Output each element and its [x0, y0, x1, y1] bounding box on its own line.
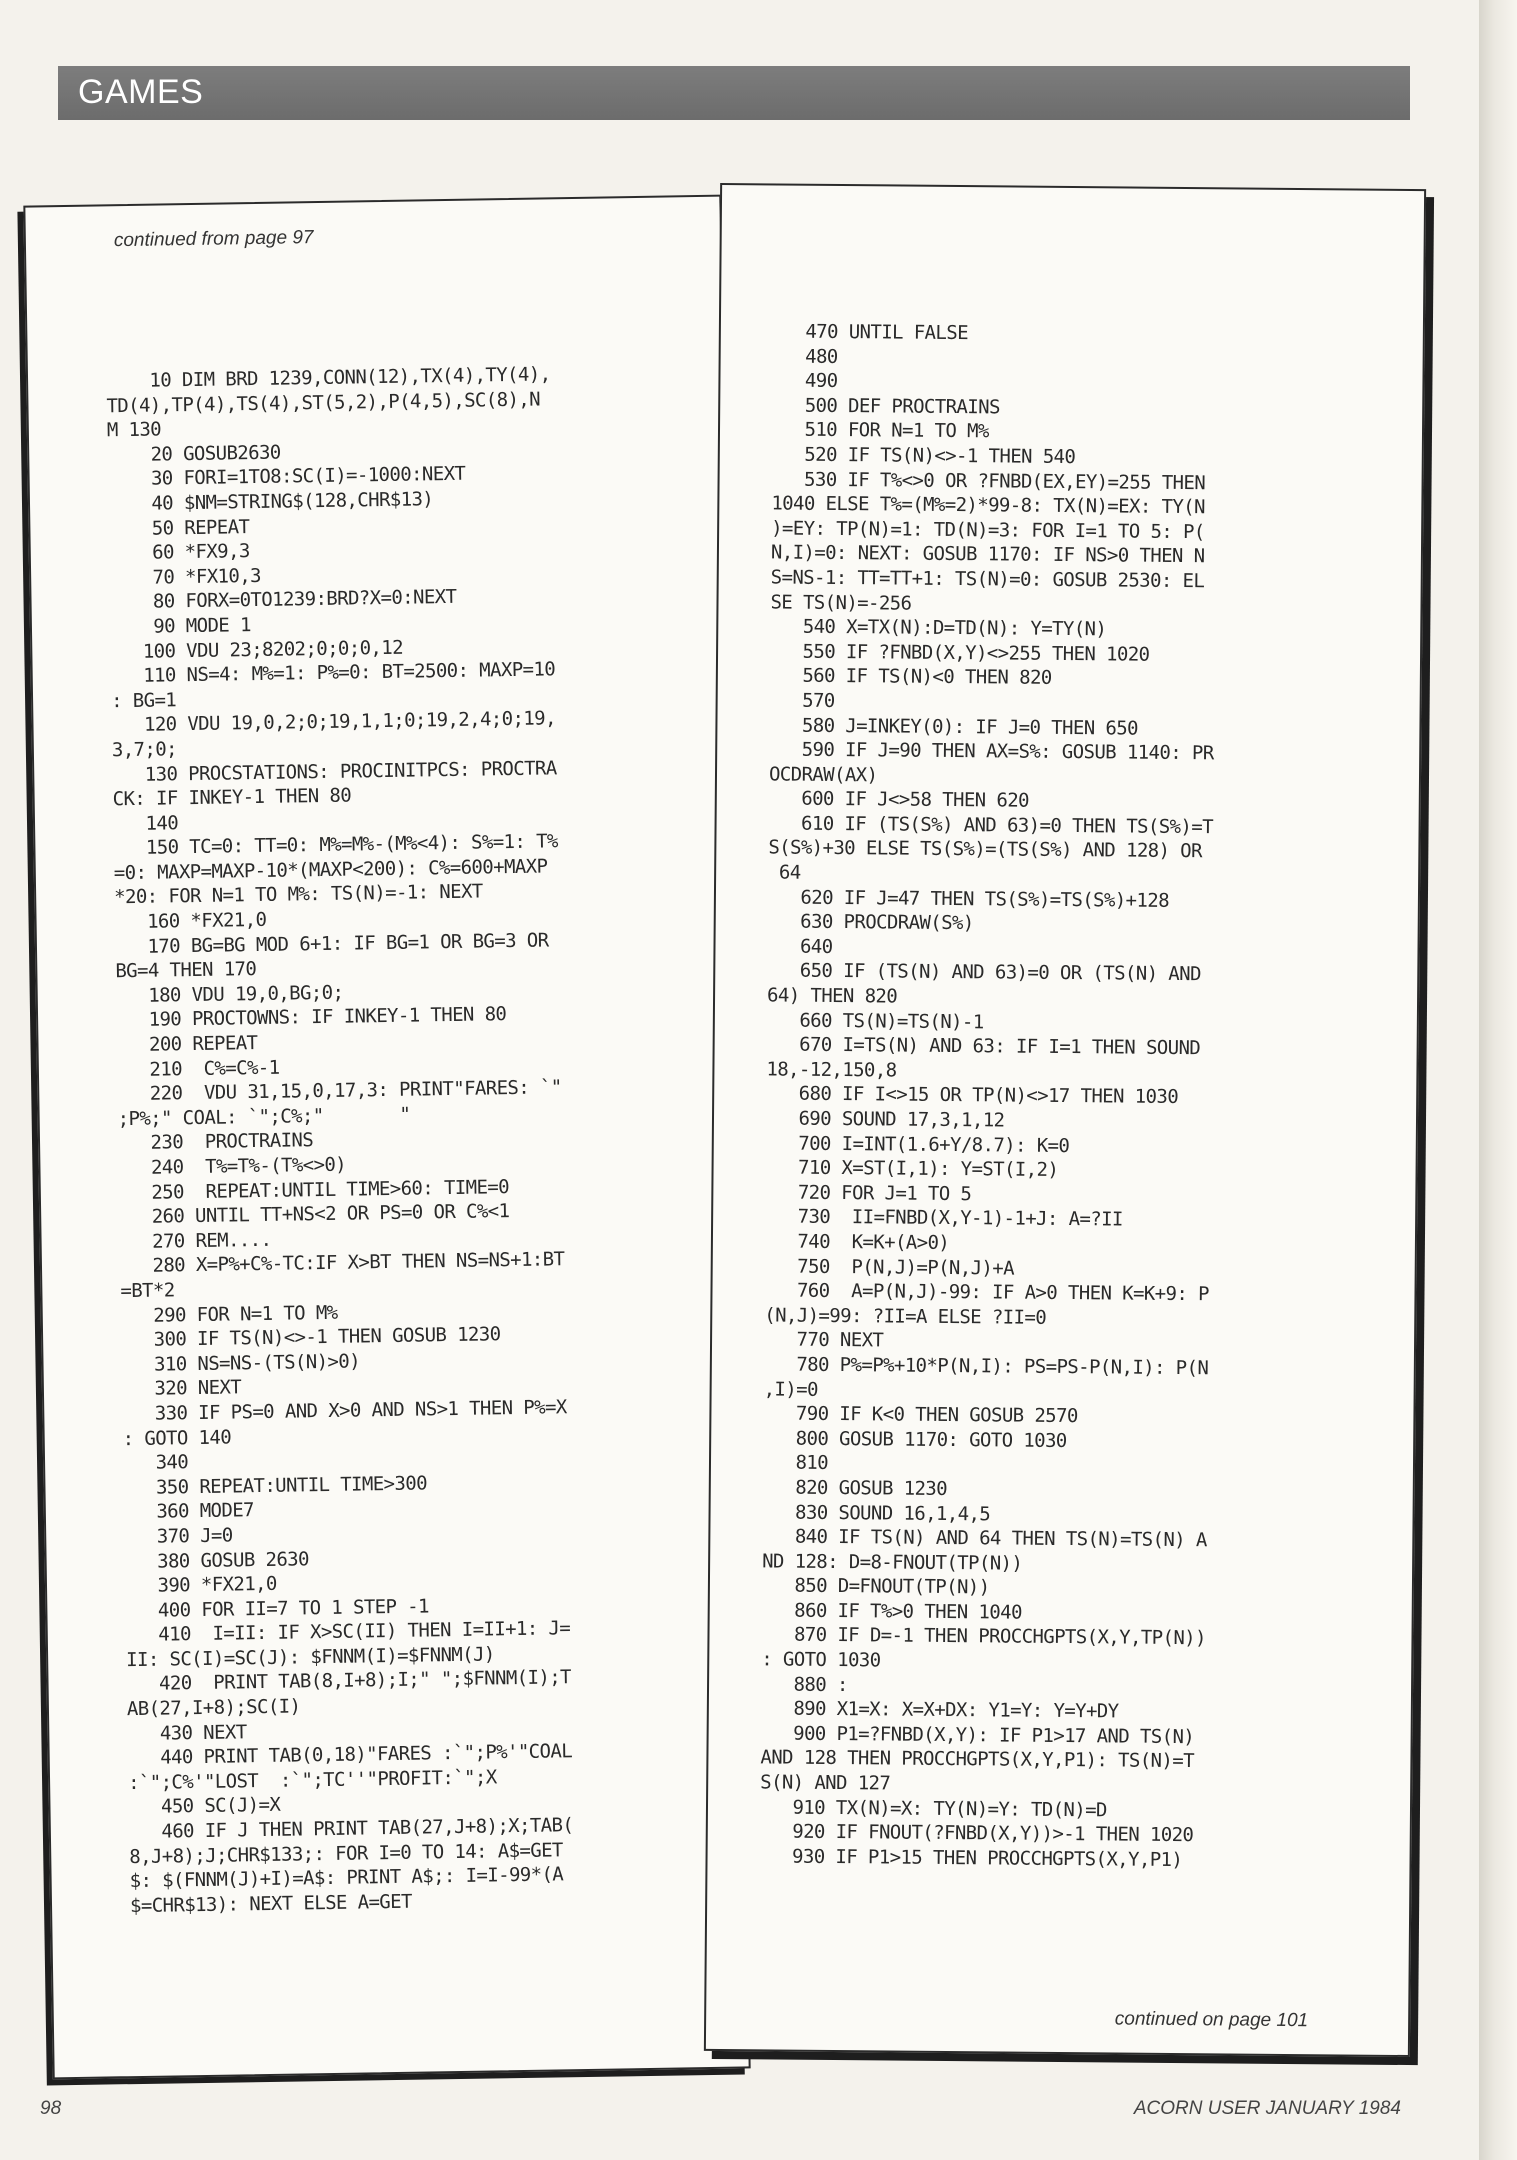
code-line: AB(27,I+8);SC(I): [126, 1695, 301, 1721]
code-line: 570: [769, 689, 835, 712]
code-line: 50 REPEAT: [108, 515, 250, 540]
code-line: 280 X=P%+C%-TC:IF X>BT THEN NS=NS+1:BT: [119, 1248, 565, 1278]
code-line: 100 VDU 23;8202;0;0;0,12: [110, 636, 404, 663]
code-line: 910 TX(N)=X: TY(N)=Y: TD(N)=D: [759, 1795, 1107, 1822]
code-line: 180 VDU 19,0,BG;0;: [115, 981, 344, 1008]
code-line: 890 X1=X: X=X+DX: Y1=Y: Y=Y+DY: [760, 1697, 1119, 1723]
code-line: 320 NEXT: [121, 1376, 242, 1401]
code-line: 3,7;0;: [111, 738, 178, 762]
code-line: 810: [762, 1451, 829, 1475]
code-line: 200 REPEAT: [116, 1032, 258, 1057]
code-line: 190 PROCTOWNS: IF INKEY-1 THEN 80: [115, 1003, 507, 1032]
section-header: [58, 66, 1410, 120]
code-line: 670 I=TS(N) AND 63: IF I=1 THEN SOUND: [766, 1033, 1201, 1060]
code-line: 440 PRINT TAB(0,18)"FARES :`";P%'"COAL: [127, 1740, 573, 1770]
code-line: 790 IF K<0 THEN GOSUB 2570: [763, 1402, 1078, 1428]
listing-panel-right: [704, 183, 1426, 2057]
continued-on-note: continued on page 101: [1114, 2008, 1309, 2032]
code-line: 430 NEXT: [127, 1720, 247, 1745]
code-line: 720 FOR J=1 TO 5: [765, 1181, 972, 1205]
code-line: S(N) AND 127: [760, 1771, 891, 1795]
code-line: 800 GOSUB 1170: GOTO 1030: [763, 1427, 1067, 1452]
code-line: 770 NEXT: [763, 1328, 884, 1352]
code-line: : BG=1: [110, 688, 177, 712]
code-line: AND 128 THEN PROCCHGPTS(X,Y,P1): TS(N)=T: [760, 1746, 1195, 1773]
continued-from-note: continued from page 97: [113, 227, 314, 252]
code-line: 70 *FX10,3: [109, 564, 262, 590]
code-line: =0: MAXP=MAXP-10*(MAXP<200): C%=600+MAXP: [113, 855, 548, 885]
code-line: 820 GOSUB 1230: [762, 1476, 948, 1500]
code-line: 510 FOR N=1 TO M%: [771, 418, 989, 443]
code-line: 300 IF TS(N)<>-1 THEN GOSUB 1230: [120, 1323, 501, 1352]
code-line: BG=4 THEN 170: [115, 958, 257, 983]
code-line: *20: FOR N=1 TO M%: TS(N)=-1: NEXT: [114, 880, 483, 909]
code-line: S=NS-1: TT=TT+1: TS(N)=0: GOSUB 2530: EL: [770, 566, 1205, 593]
code-line: (N,J)=99: ?II=A ELSE ?II=0: [764, 1304, 1047, 1329]
code-line: 490: [772, 369, 838, 393]
code-line: 260 UNTIL TT+NS<2 OR PS=0 OR C%<1: [119, 1200, 510, 1229]
code-line: 410 I=II: IF X>SC(II) THEN I=II+1: J=: [125, 1617, 571, 1647]
code-line: 250 REPEAT:UNTIL TIME>60: TIME=0: [118, 1175, 510, 1204]
code-line: 420 PRINT TAB(8,I+8);I;" ";$FNNM(I);T: [126, 1666, 572, 1696]
code-line: 660 TS(N)=TS(N)-1: [766, 1009, 984, 1033]
code-line: 640: [767, 935, 833, 958]
code-line: :`";C%'"LOST :`";TC''"PROFIT:`";X: [127, 1766, 497, 1794]
code-line: =BT*2: [120, 1279, 175, 1303]
code-line: $: $(FNNM(J)+I)=A$: PRINT A$;: I=I-99*(A: [129, 1863, 564, 1893]
code-line: : GOTO 140: [122, 1426, 232, 1450]
code-line: 460 IF J THEN PRINT TAB(27,J+8);X;TAB(: [128, 1814, 574, 1844]
code-line: ;P%;" COAL: `";C%;" ": [117, 1103, 411, 1131]
code-line: 500 DEF PROCTRAINS: [772, 394, 1000, 419]
code-line: 690 SOUND 17,3,1,12: [765, 1107, 1005, 1132]
code-line: 840 IF TS(N) AND 64 THEN TS(N)=TS(N) A: [762, 1525, 1207, 1552]
magazine-credit: ACORN USER JANUARY 1984: [1133, 2098, 1401, 2119]
code-line: 290 FOR N=1 TO M%: [120, 1301, 338, 1327]
code-line: 1040 ELSE T%=(M%=2)*99-8: TX(N)=EX: TY(N: [771, 492, 1206, 519]
code-line: 60 *FX9,3: [108, 540, 250, 565]
code-line: $=CHR$13): NEXT ELSE A=GET: [129, 1890, 413, 1917]
code-line: 650 IF (TS(N) AND 63)=0 OR (TS(N) AND: [767, 959, 1201, 986]
code-line: SE TS(N)=-256: [770, 590, 912, 615]
code-line: 470 UNTIL FALSE: [772, 320, 969, 345]
code-line: 920 IF FNOUT(?FNBD(X,Y))>-1 THEN 1020: [759, 1820, 1194, 1847]
code-line: 140: [112, 811, 179, 835]
code-line: 830 SOUND 16,1,4,5: [762, 1500, 991, 1525]
code-line: 730 II=FNBD(X,Y-1)-1+J: A=?II: [765, 1205, 1123, 1231]
code-line: 350 REPEAT:UNTIL TIME>300: [123, 1472, 428, 1499]
code-line: 310 NS=NS-(TS(N)>0): [121, 1350, 361, 1376]
code-line: 340: [122, 1451, 189, 1475]
code-line: S(S%)+30 ELSE TS(S%)=(TS(S%) AND 128) OR: [768, 836, 1203, 863]
page-spine: [1479, 0, 1517, 2160]
code-line: 270 REM....: [119, 1228, 272, 1253]
code-line: 450 SC(J)=X: [128, 1794, 281, 1819]
code-line: 710 X=ST(I,1): Y=ST(I,2): [765, 1156, 1059, 1182]
code-line: : GOTO 1030: [761, 1648, 881, 1672]
code-line: 130 PROCSTATIONS: PROCINITPCS: PROCTRA: [112, 756, 557, 786]
code-line: 480: [772, 345, 838, 368]
code-line: 80 FORX=0TO1239:BRD?X=0:NEXT: [109, 586, 457, 614]
code-line: ,I)=0: [763, 1377, 818, 1401]
code-line: 230 PROCTRAINS: [117, 1129, 314, 1155]
code-line: 330 IF PS=0 AND X>0 AND NS>1 THEN P%=X: [122, 1396, 567, 1426]
code-listing-left: [106, 362, 575, 1918]
code-line: 620 IF J=47 THEN TS(S%)=TS(S%)+128: [767, 886, 1170, 912]
code-line: ND 128: D=8-FNOUT(TP(N)): [762, 1550, 1023, 1575]
code-line: 590 IF J=90 THEN AX=S%: GOSUB 1140: PR: [769, 738, 1214, 765]
code-line: 40 $NM=STRING$(128,CHR$13): [107, 488, 434, 516]
code-line: 160 *FX21,0: [114, 908, 267, 934]
code-line: 210 C%=C%-1: [116, 1056, 280, 1081]
code-line: 930 IF P1>15 THEN PROCCHGPTS(X,Y,P1): [759, 1845, 1183, 1871]
code-line: 240 T%=T%-(T%<>0): [118, 1153, 347, 1180]
code-line: 860 IF T%>0 THEN 1040: [761, 1599, 1022, 1624]
code-line: 64: [768, 861, 801, 884]
code-line: 170 BG=BG MOD 6+1: IF BG=1 OR BG=3 OR: [114, 929, 549, 958]
code-line: 540 X=TX(N):D=TD(N): Y=TY(N): [770, 615, 1107, 641]
code-line: 880 :: [760, 1673, 848, 1696]
code-line: 520 IF TS(N)<>-1 THEN 540: [771, 443, 1076, 469]
code-line: )=EY: TP(N)=1: TD(N)=3: FOR I=1 TO 5: P(: [771, 517, 1205, 543]
code-line: 610 IF (TS(S%) AND 63)=0 THEN TS(S%)=T: [768, 812, 1214, 839]
code-line: 8,J+8);J;CHR$133;: FOR I=0 TO 14: A$=GET: [129, 1838, 563, 1868]
code-line: 630 PROCDRAW(S%): [767, 910, 974, 935]
page-number: 98: [40, 2098, 62, 2119]
code-line: 10 DIM BRD 1239,CONN(12),TX(4),TY(4),: [105, 363, 551, 393]
listing-panel-left: [23, 195, 750, 2080]
code-line: 700 I=INT(1.6+Y/8.7): K=0: [765, 1131, 1070, 1157]
code-line: 780 P%=P%+10*P(N,I): PS=PS-P(N,I): P(N: [763, 1353, 1209, 1380]
code-line: 90 MODE 1: [109, 614, 252, 639]
code-line: 380 GOSUB 2630: [124, 1547, 310, 1573]
code-line: 360 MODE7: [123, 1499, 255, 1524]
code-line: 120 VDU 19,0,2;0;19,1,1;0;19,2,4;0;19,: [111, 707, 557, 737]
code-line: 64) THEN 820: [766, 984, 898, 1008]
code-line: 150 TC=0: TT=0: M%=M%-(M%<4): S%=1: T%: [113, 830, 558, 860]
code-line: 18,-12,150,8: [766, 1058, 897, 1082]
code-line: 20 GOSUB2630: [107, 441, 281, 467]
code-line: 900 P1=?FNBD(X,Y): IF P1>17 AND TS(N): [760, 1722, 1195, 1748]
code-line: 390 *FX21,0: [124, 1572, 277, 1598]
section-title: GAMES: [78, 73, 204, 111]
code-line: 680 IF I<>15 OR TP(N)<>17 THEN 1030: [766, 1082, 1179, 1109]
code-line: 550 IF ?FNBD(X,Y)<>255 THEN 1020: [769, 640, 1150, 666]
code-line: 600 IF J<>58 THEN 620: [768, 787, 1030, 812]
code-line: 850 D=FNOUT(TP(N)): [761, 1574, 990, 1599]
code-line: N,I)=0: NEXT: GOSUB 1170: IF NS>0 THEN N: [770, 541, 1205, 568]
code-line: 400 FOR II=7 TO 1 STEP -1: [125, 1595, 430, 1622]
code-line: OCDRAW(AX): [768, 763, 878, 787]
code-line: 750 P(N,J)=P(N,J)+A: [764, 1254, 1015, 1280]
code-line: 760 A=P(N,J)-99: IF A>0 THEN K=K+9: P: [764, 1279, 1209, 1306]
code-line: 30 FORI=1TO8:SC(I)=-1000:NEXT: [107, 463, 466, 491]
code-listing-right: [759, 319, 1217, 1872]
code-line: 220 VDU 31,15,0,17,3: PRINT"FARES: `": [117, 1076, 562, 1106]
code-line: 560 IF TS(N)<0 THEN 820: [769, 664, 1052, 690]
code-line: TD(4),TP(4),TS(4),ST(5,2),P(4,5),SC(8),N: [106, 388, 541, 417]
code-line: 580 J=INKEY(0): IF J=0 THEN 650: [769, 713, 1139, 740]
code-line: 110 NS=4: M%=1: P%=0: BT=2500: MAXP=10: [110, 658, 556, 688]
code-line: CK: IF INKEY-1 THEN 80: [112, 784, 352, 811]
code-line: 530 IF T%<>0 OR ?FNBD(EX,EY)=255 THEN: [771, 467, 1206, 494]
code-line: 870 IF D=-1 THEN PROCCHGPTS(X,Y,TP(N)): [761, 1623, 1206, 1650]
code-line: 740 K=K+(A>0): [764, 1230, 950, 1254]
code-line: II: SC(I)=SC(J): $FNNM(I)=$FNNM(J): [126, 1643, 495, 1672]
code-line: 370 J=0: [124, 1524, 233, 1549]
code-line: M 130: [106, 418, 162, 442]
